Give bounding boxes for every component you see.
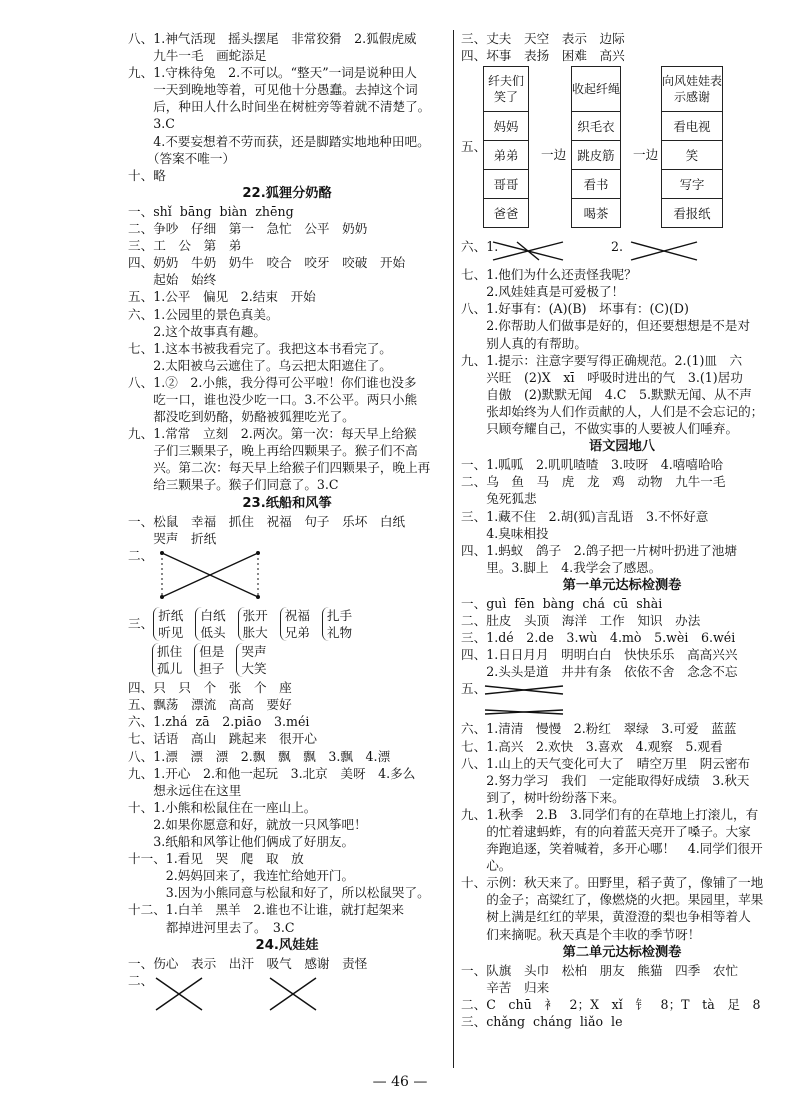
answer-line: 九牛一毛 画蛇添足 [128, 48, 267, 64]
answer-line: 十一、1.看见 哭 爬 取 放 [128, 851, 304, 867]
lesson-23-heading: 23.纸船和风筝 [242, 495, 332, 511]
answer-line: 六、1.清清 慢慢 2.粉红 翠绿 3.可爱 蓝蓝 [461, 721, 737, 737]
answer-line: 三、工 公 第 弟 [128, 238, 242, 254]
answer-line: 十二、1.白羊 黑羊 2.谁也不让谁，就打起架来 [128, 902, 404, 918]
word-group-item: 但是 [199, 644, 225, 659]
answer-line: 四、1.蚂蚁 鸽子 2.鸽子把一片树叶扔进了池塘 [461, 542, 737, 558]
right-block-f [461, 962, 783, 1030]
table-cell: 喝茶 [572, 199, 621, 228]
answer-line: 七、1.这本书被我看完了。我把这本书看完了。 [128, 340, 392, 356]
yibian-label-2: 一边 [633, 147, 659, 163]
lesson-23-matching [128, 547, 446, 605]
matching-lines-2 [152, 972, 362, 1016]
answer-line: 别人真的有帮助。 [461, 335, 587, 351]
unit-2-heading: 第二单元达标检测卷 [562, 944, 682, 960]
answer-line: 2.太阳被乌云遮住了。乌云把太阳遮住了。 [128, 357, 392, 373]
lesson-22-heading: 22.狐狸分奶酪 [242, 185, 332, 201]
table-cell: 写字 [662, 170, 723, 199]
answer-line: 树上满是红红的苹果，黄澄澄的梨也争相等着人 [461, 909, 751, 925]
answer-line: 2.如果你愿意和好，就放一只风筝吧！ [128, 816, 367, 832]
word-group-item: 胀大 [242, 624, 268, 640]
answer-line: 2.努力学习 我们 一定能取得好成绩 3.秋天 [461, 772, 750, 788]
answer-line: 一、队旗 头巾 松柏 朋友 熊猫 四季 农忙 [461, 962, 739, 978]
word-group [236, 643, 266, 677]
answer-line: 一、伤心 表示 出汗 吸气 感谢 责怪 [128, 955, 368, 971]
table-cell: 跳皮筋 [572, 141, 621, 170]
table-cell: 弟弟 [484, 141, 529, 170]
matching-lines-4 [627, 238, 707, 264]
answer-line: 九、1.秋季 2.B 3.同学们有的在草地上打滚儿，有 [461, 806, 759, 822]
answer-line: 兴旺 (2)X xī 呼吸时进出的气 3.(1)居功 [461, 369, 743, 385]
answer-line: 六、1.zhá zā 2.piāo 3.méi [128, 714, 310, 730]
table-cell: 看报纸 [662, 199, 723, 228]
answer-line: 四、奶奶 牛奶 奶牛 咬合 咬牙 咬破 开始 [128, 255, 406, 271]
table-cell: 笑 [662, 141, 723, 170]
answer-line: 2.你帮助人们做事是好的，但还要想想是不是对 [461, 318, 751, 334]
word-groups-row2 [128, 643, 446, 677]
answer-line: 三、1.dé 2.de 3.wù 4.mò 5.wèi 6.wéi [461, 630, 736, 646]
answer-line: 吃一口，谁也没少吃一口。3.不公平。两只小熊 [128, 391, 418, 407]
word-group-item: 折纸 [158, 607, 184, 623]
matching-label: 二、 [128, 547, 154, 563]
table-people [483, 66, 529, 228]
answer-line: 一、松鼠 幸福 抓住 祝福 句子 乐坏 白纸 [128, 513, 406, 529]
answer-line: 七、话语 高山 跳起来 很开心 [128, 731, 317, 747]
left-block-e [128, 955, 446, 972]
answer-line: 4.不要妄想着不劳而获，还是脚踏实地地种田吧。 [128, 133, 430, 149]
word-group [322, 607, 352, 641]
answer-line: 后，种田人什么时间坐在树桩旁等着就不清楚了。 [128, 99, 431, 115]
answer-line: 兔死狐悲 [461, 491, 537, 507]
matching-lines-3 [489, 238, 579, 264]
answer-line: 九、1.守株待兔 2.不可以。“整天”一词是说种田人 [128, 65, 417, 81]
table-actions-2 [661, 66, 723, 228]
word-groups-1 [153, 607, 364, 641]
answer-line: 九、1.开心 2.和他一起玩 3.北京 美呀 4.多么 [128, 765, 416, 781]
answer-line: 十、示例：秋天来了。田野里，稻子黄了，像铺了一地 [461, 875, 764, 891]
table-cell: 爸爸 [484, 199, 529, 228]
right-block-e [461, 720, 783, 942]
answer-line: 七、1.他们为什么还责怪我呢？ [461, 267, 637, 283]
answer-line: 心。 [461, 858, 512, 874]
right-block-d [461, 595, 783, 680]
answer-line: 二、肚皮 头顶 海洋 工作 知识 办法 [461, 613, 701, 629]
answer-line: 二、C chū 衤 2；X xǐ 钅 8；T tà 足 8 [461, 996, 761, 1012]
table-label: 五、 [461, 139, 487, 155]
answer-line: 八、1.神气活现 摇头摆尾 非常狡猾 2.狐假虎威 [128, 31, 417, 46]
answer-line: 二、乌 鱼 马 虎 龙 鸡 动物 九牛一毛 [461, 474, 726, 490]
word-group-item: 担子 [199, 661, 225, 677]
table-cell: 织毛衣 [572, 112, 621, 141]
lesson-24-table [461, 66, 783, 236]
answer-line: 一、1.呱呱 2.叽叽喳喳 3.吱呀 4.嘻嘻哈哈 [461, 457, 724, 473]
word-group-item: 低头 [200, 624, 226, 640]
answer-line: 八、1.② 2.小熊，我分得可公平啦！你们谁也没多 [128, 374, 417, 390]
answer-line: 十、略 [128, 167, 166, 183]
answer-line: 奔跑追逐，笑着喊着，多开心哪！ 4.同学们很开 [461, 841, 763, 857]
word-group-item: 扎手 [326, 607, 353, 623]
right-column [461, 30, 783, 1030]
table-actions [571, 66, 621, 228]
matching-label: 二、 [128, 972, 154, 988]
answer-line: 四、1.日日月月 明明白白 快快乐乐 高高兴兴 [461, 647, 738, 663]
table-cell: 妈妈 [484, 112, 529, 141]
answer-line: 起始 始终 [128, 272, 217, 288]
word-group-item: 祝福 [284, 607, 310, 623]
left-block-b [128, 203, 446, 494]
answer-line: 五、飘荡 漂流 高高 要好 [128, 697, 292, 713]
answer-line: 一、shǐ bāng biàn zhēng [128, 203, 294, 219]
table-cell: 看书 [572, 170, 621, 199]
word-group-item: 礼物 [326, 624, 353, 640]
answer-line: 2.风娃娃真是可爱极了！ [461, 284, 625, 300]
answer-line: 二、争吵 仔细 第一 急忙 公平 奶奶 [128, 221, 368, 237]
answer-line: 都没吃到奶酪，奶酪被狐狸吃光了。 [128, 409, 355, 425]
table-cell: 哥哥 [484, 170, 529, 199]
answer-line: 八、1.好事有：(A)(B) 坏事有：(C)(D) [461, 301, 689, 317]
matching-label: 六、1. [461, 239, 499, 255]
word-groups-label: 三、 [128, 615, 154, 631]
answer-line: 五、1.公平 偏见 2.结束 开始 [128, 289, 316, 305]
word-group [153, 607, 183, 641]
right-block-c [461, 456, 783, 576]
answer-line: （答案不唯一） [128, 150, 236, 166]
word-group-item: 张开 [242, 607, 268, 623]
matching-label: 五、 [461, 681, 487, 697]
lesson-24-heading: 24.风娃娃 [255, 937, 319, 953]
answer-line: 九、1.常常 立刻 2.两次。第一次：每天早上给猴 [128, 426, 417, 442]
unit-1-heading: 第一单元达标检测卷 [562, 577, 682, 593]
matching-label-2: 2. [611, 239, 624, 255]
word-group-item: 抓住 [157, 644, 183, 659]
word-groups-row1 [128, 607, 446, 641]
word-group [280, 607, 310, 641]
lesson-24-matching [128, 972, 446, 1018]
table-cell: 纤夫们笑了 [484, 67, 529, 112]
answer-line: 想永远住在这里 [128, 782, 242, 798]
right-block-a [461, 30, 783, 64]
answer-line: 哭声 折纸 [128, 530, 217, 546]
answer-line: 给三颗果子。猴子们同意了。3.C [128, 477, 339, 493]
answer-line: 十、1.小熊和松鼠住在一座山上。 [128, 799, 317, 815]
table-cell: 看电视 [662, 112, 723, 141]
page-number: — 46 — [372, 1074, 428, 1090]
word-group [195, 607, 225, 641]
left-block-a [128, 30, 446, 184]
word-group-item: 哭声 [241, 644, 267, 659]
answer-line: 九、1.提示：注意字要写得正确规范。2.(1)皿 六 [461, 352, 743, 368]
answer-line: 的忙着逮蚂蚱，有的向着蓝天亮开了嗓子。大家 [461, 824, 751, 839]
answer-line: 里。3.脚上 4.我学会了感恩。 [461, 559, 662, 575]
word-group-item: 兄弟 [284, 624, 310, 640]
matching-lines [154, 547, 274, 603]
answer-line: 八、1.山上的天气变化可大了 晴空万里 阴云密布 [461, 755, 751, 771]
right-block-b [461, 266, 783, 437]
answer-line: 3.C [128, 116, 175, 132]
answer-line: 3.因为小熊同意与松鼠和好了，所以松鼠哭了。 [128, 885, 430, 901]
word-group [238, 607, 268, 641]
word-group [152, 643, 182, 677]
word-groups-2 [152, 643, 279, 677]
answer-line: 七、1.高兴 2.欢快 3.喜欢 4.观察 5.观看 [461, 738, 723, 754]
answer-line: 到了，树叶纷纷落下来。 [461, 789, 625, 805]
answer-line: 四、只 只 个 张 个 座 [128, 680, 292, 696]
answer-line: 兴。第二次：每天早上给猴子们四颗果子，晚上再 [128, 460, 431, 476]
left-column [128, 30, 446, 1018]
word-group [194, 643, 224, 677]
table-cell: 向风娃娃表示感谢 [662, 67, 723, 112]
answer-line: 八、1.漂 漂 漂 2.飘 飘 飘 3.飘 4.漂 [128, 748, 391, 764]
answer-line: 六、1.公园里的景色真美。 [128, 306, 279, 322]
answer-line: 的金子；高粱红了，像燃烧的火把。果园里，苹果 [461, 892, 764, 908]
column-divider [453, 30, 454, 1068]
word-group-item: 听见 [158, 624, 184, 640]
word-group-item: 大笑 [241, 661, 267, 677]
answer-line: 4.臭味相投 [461, 525, 549, 541]
word-group-item: 白纸 [200, 607, 226, 623]
yuwen-yuandi-heading: 语文园地八 [589, 439, 655, 455]
answer-line: 2.妈妈回来了，我连忙给她开门。 [128, 868, 355, 884]
left-block-c [128, 513, 446, 547]
answer-line: 张却始终为人们作贡献的人，人们是不会忘记的； [461, 403, 764, 419]
answer-line: 一、guì fēn bàng chá cū shài [461, 595, 663, 611]
answer-line: 三、chǎng cháng liǎo le [461, 1014, 623, 1030]
answer-line: 四、坏事 表扬 困难 高兴 [461, 48, 625, 64]
answer-line: 只顾夸耀自己，不做实事的人要被人们唾弃。 [461, 421, 739, 437]
answer-line: 2.头头是道 井井有条 依依不舍 念念不忘 [461, 664, 738, 680]
answer-line: 自傲 (2)默默无闻 4.C 5.默默无闻、从不声 [461, 386, 752, 402]
right-matching-6 [461, 238, 783, 266]
answer-line: 辛苦 归来 [461, 979, 550, 995]
table-cell: 收起纤绳 [572, 67, 621, 112]
left-block-d [128, 679, 446, 935]
unit1-matching [461, 680, 783, 720]
answer-line: 三、1.藏不住 2.胡(狐)言乱语 3.不怀好意 [461, 508, 709, 524]
answer-line: 三、丈夫 天空 表示 边际 [461, 31, 625, 46]
answer-line: 一天到晚地等着，可见他十分愚蠢。去掉这个词 [128, 82, 418, 98]
word-group-item: 孤儿 [157, 661, 183, 677]
answer-line: 2.这个故事真有趣。 [128, 323, 266, 339]
matching-lines-5 [483, 680, 573, 718]
answer-line: 都掉进河里去了。 3.C [128, 919, 295, 935]
yibian-label-1: 一边 [541, 147, 567, 163]
answer-line: 3.纸船和风筝让他们俩成了好朋友。 [128, 834, 355, 850]
answer-line: 子们三颗果子，晚上再给四颗果子。猴子们不高 [128, 443, 418, 459]
answer-line: 们来摘呢。秋天真是个丰收的季节呀！ [461, 926, 701, 942]
